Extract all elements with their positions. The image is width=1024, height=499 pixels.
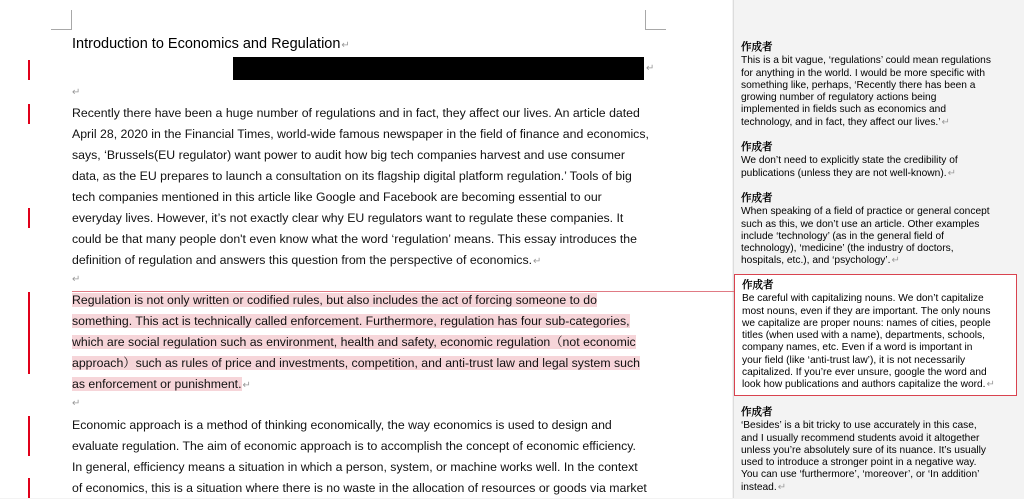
comment-text: growing number of regulatory actions being [741,92,937,104]
change-bar [28,104,30,124]
text-line: everyday lives. However, it’s not exactly clear why EU regulators want to regulate these companies. It [72,211,624,225]
redacted-block [233,57,644,80]
paragraph-mark: ↵ [72,87,81,98]
comment-text: titles (when used with a name), departments, schools, [742,330,985,342]
text-line: definition of regulation and answers this question from the perspective of economics.↵ [72,253,542,267]
text-line: as enforcement or punishment.↵ [72,377,251,391]
text-line: approach）such as rules of price and investments, competition, and anti-trust law and legal system such [72,356,640,370]
comment-text: your field (like ‘anti-trust law’), it is not necessarily [742,354,966,366]
comment-text: used to introduce a stronger point in a negative way. [741,457,977,469]
comment-author: 作成者 [742,279,774,291]
comment-author: 作成者 [741,41,773,53]
text-line: which are social regulation such as environment, health and safety, economic regulation（not economic [72,335,636,349]
comment-author: 作成者 [741,141,773,153]
crop-mark-top-right-v [645,10,646,30]
comment-text: You can use ‘furthermore’, ‘moreover’, or ‘In addition’ [741,469,980,481]
paragraph-highlighted[interactable] [72,290,647,395]
comment-connector-line [72,291,732,292]
comment-text: technology, and in fact, they affect our lives.’↵ [741,116,950,128]
text-line: data, as the EU prepares to launch a consultation on its flagship digital platform regulation.’ Tools of big [72,169,632,183]
change-bar [28,208,30,228]
change-bar [28,416,30,456]
comment-author: 作成者 [741,192,773,204]
text-line: of economics, this is a situation where there is no waste in the allocation of resources or goods via market [72,481,647,495]
comment-text: something like, perhaps, ‘Recently there has been a [741,79,976,91]
text-line: Recently there have been a huge number of regulations and in fact, they affect our lives. An article dated [72,106,640,120]
document-title[interactable]: Introduction to Economics and Regulation↵ [72,36,350,52]
comment-text: for anything in the world. I would be more specific with [741,67,986,79]
crop-mark-top-left-v [71,10,72,30]
comment-text: and I usually recommend students avoid it altogether [741,432,980,444]
comment-text: instead.↵ [741,481,787,493]
comment-text: capitalized. If you’re ever unsure, google the word and [742,367,987,379]
comment-text: look how publications and authors capitalize the word.↵ [742,379,995,391]
comment-text: implemented in fields such as economics and [741,104,946,116]
text-line: Economic approach is a method of thinking economically, the way economics is used to design and [72,418,612,432]
text-line: says, ‘Brussels(EU regulator) want power to audit how big tech companies harvest and use consumer [72,148,625,162]
comment-text: We don’t need to explicitly state the credibility of [741,155,958,167]
comment-3[interactable] [741,192,1016,268]
comment-2[interactable] [741,141,1016,180]
comment-1[interactable] [741,41,1016,129]
paragraph-intro[interactable] [72,103,647,271]
crop-mark-top-left-h [51,29,72,30]
text-line: Regulation is not only written or codified rules, but also includes the act of forcing someone to do [72,293,597,307]
text-line: April 28, 2020 in the Financial Times, world-wide famous newspaper in the field of finance and economics, [72,127,649,141]
text-line: something. This act is technically called enforcement. Furthermore, regulation has four sub-categories, [72,314,630,328]
comment-text: most nouns, even if they are important. The only nouns [742,305,991,317]
change-bar [28,292,30,374]
paragraph-mark: ↵ [646,63,655,74]
comment-text: ‘Besides’ is a bit tricky to use accurately in this case, [741,420,977,432]
comment-text: unless you’re absolutely sure of its nuance. It’s usually [741,444,987,456]
comment-text: hospitals, etc.), and ‘psychology’.↵ [741,255,900,267]
text-line: evaluate regulation. The aim of economic approach is to accomplish the concept of economic efficiency. [72,439,636,453]
comment-text: This is a bit vague, ‘regulations’ could mean regulations [741,55,991,67]
comment-text: include ‘technology’ (as in the general field of [741,230,944,242]
text-line: tech companies mentioned in this article like Google and Facebook are becoming essential to our [72,190,602,204]
text-line: In general, efficiency means a situation in which a person, system, or machine works well. In the context [72,460,638,474]
comment-5[interactable] [741,406,1016,494]
change-bar [28,478,30,498]
comment-text: publications (unless they are not well-known).↵ [741,167,956,179]
comment-text: technology), ‘medicine’ (the industry of doctors, [741,243,954,255]
crop-mark-top-right-h [645,29,666,30]
paragraph-mark: ↵ [72,398,81,409]
comment-text: company names, etc. Even if a word is important in [742,342,973,354]
text-line: could be that many people don't even know what the word ‘regulation’ means. This essay introduces the [72,232,637,246]
comment-text: such as this, we don’t use an article. Other examples [741,218,980,230]
comment-text: we capitalize are proper nouns: names of cities, people [742,317,991,329]
paragraph-mark: ↵ [72,274,81,285]
comment-4-selected[interactable] [734,274,1017,396]
comment-author: 作成者 [741,406,773,418]
comment-text: Be careful with capitalizing nouns. We don’t capitalize [742,293,984,305]
comment-text: When speaking of a field of practice or general concept [741,206,990,218]
change-bar [28,60,30,80]
paragraph-economic-approach[interactable] [72,415,647,499]
